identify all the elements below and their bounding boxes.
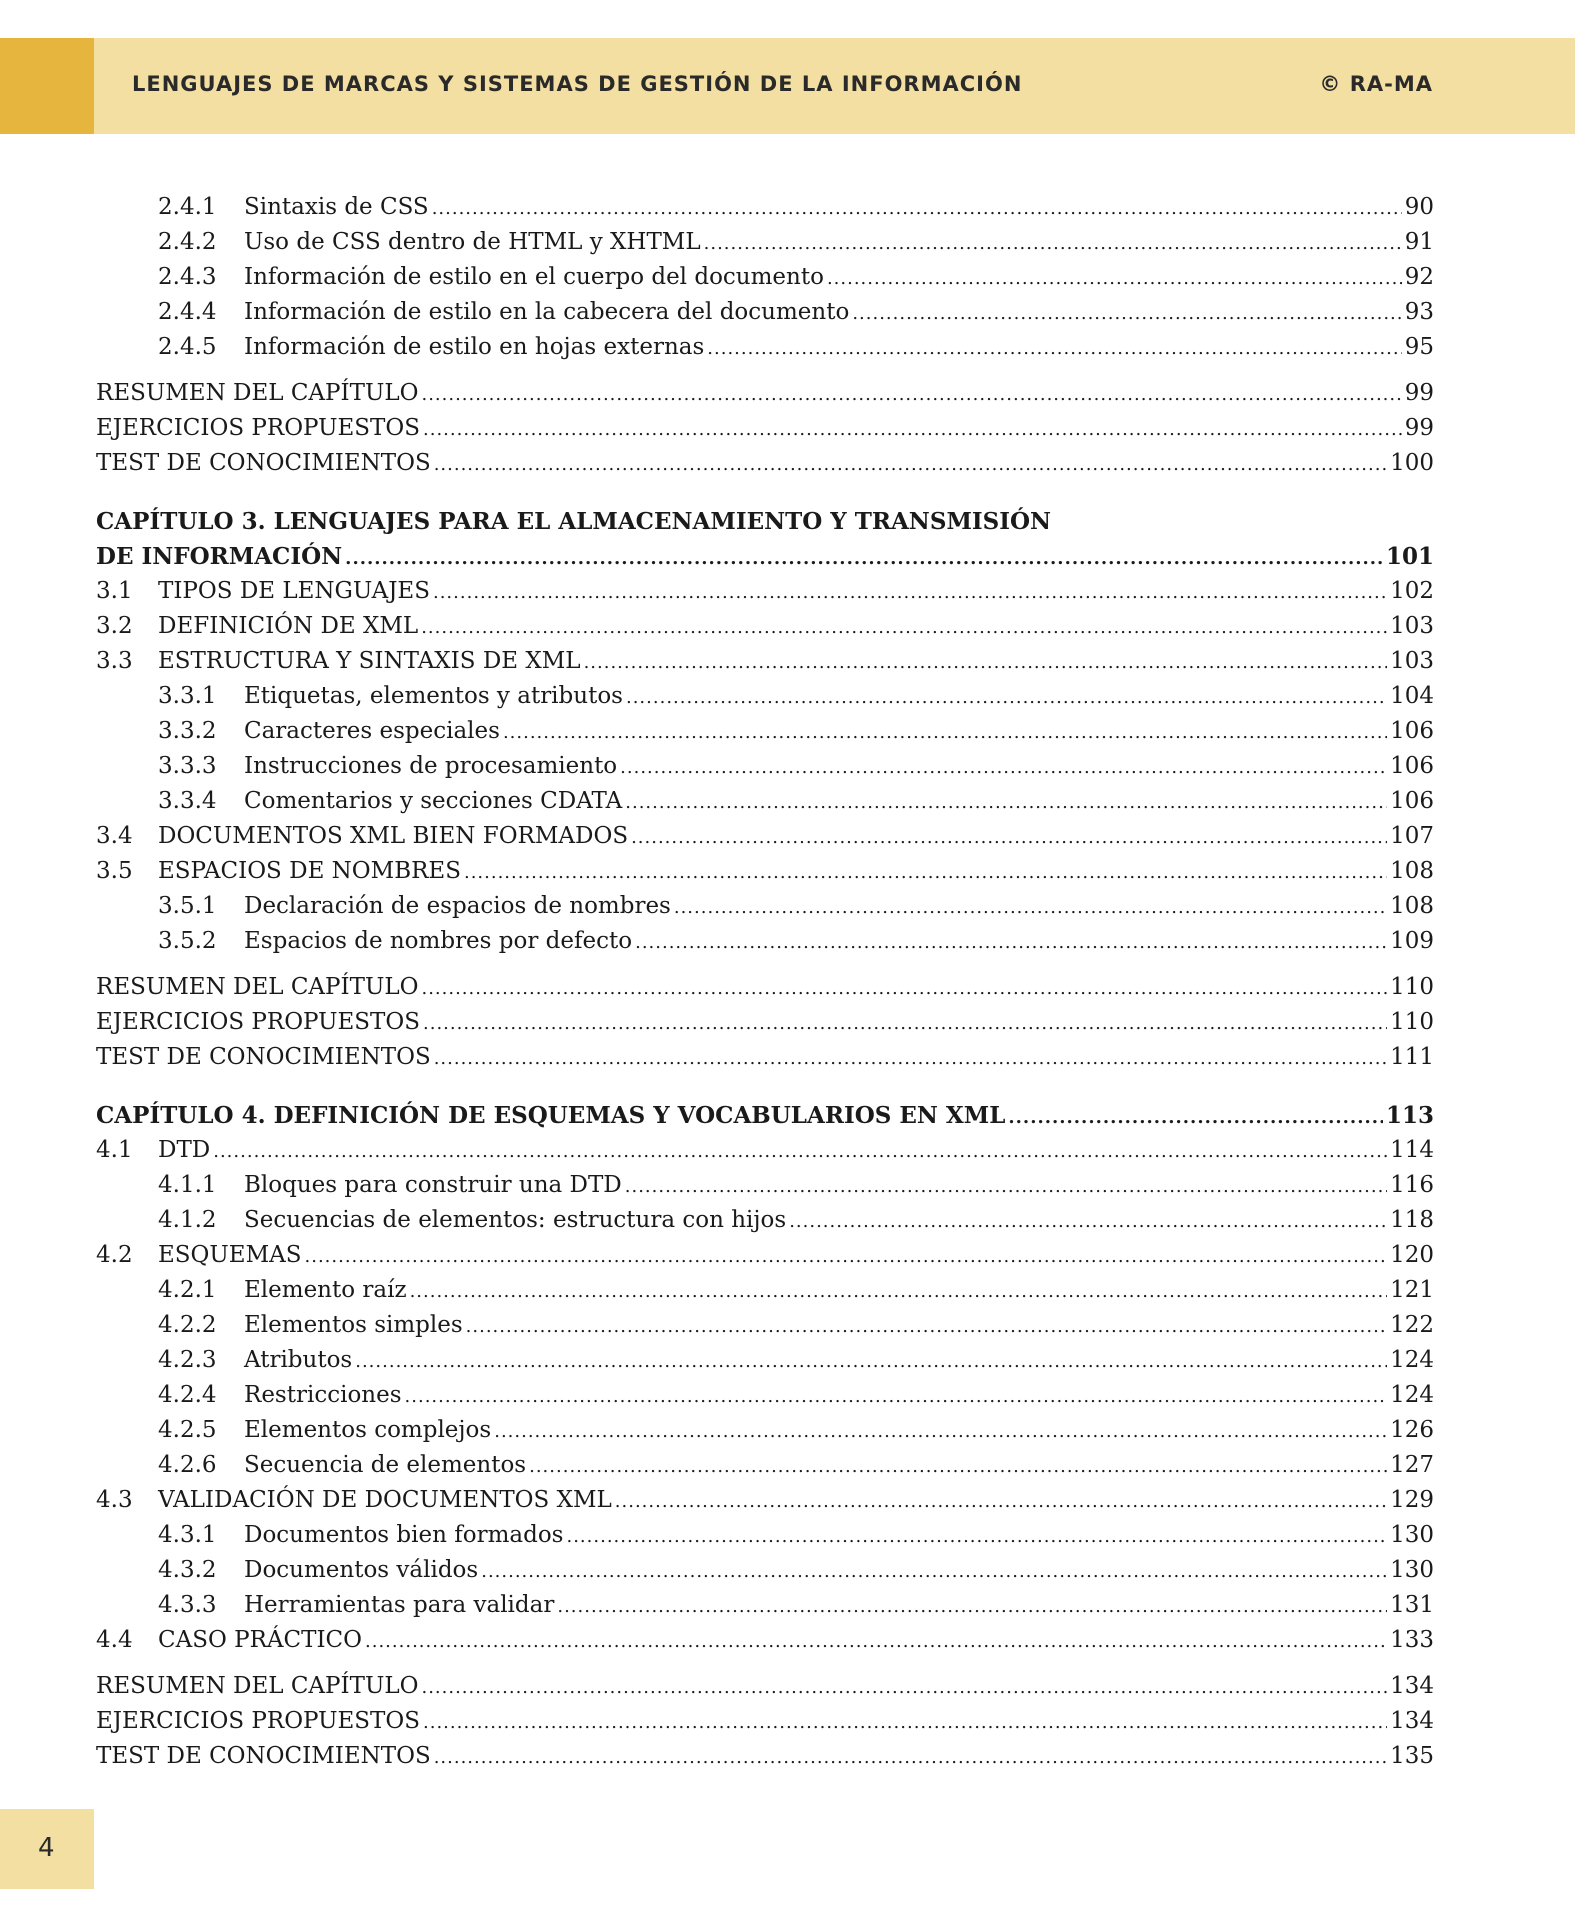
dot-leader bbox=[421, 376, 1401, 412]
toc-entry-title: Secuencias de elementos: estructura con hijos bbox=[244, 1207, 787, 1233]
toc-entry[interactable] bbox=[96, 225, 1434, 260]
toc-entry[interactable] bbox=[96, 1005, 1434, 1040]
toc-entry-title: Uso de CSS dentro de HTML y XHTML bbox=[244, 229, 701, 255]
toc-entry-title: EJERCICIOS PROPUESTOS bbox=[96, 415, 421, 441]
toc-entry-number: 4.1 bbox=[96, 1137, 133, 1163]
toc-entry-title: Elemento raíz bbox=[244, 1277, 407, 1303]
toc-entry[interactable] bbox=[96, 446, 1434, 481]
toc-entry-title: Sintaxis de CSS bbox=[244, 194, 429, 220]
toc-entry-number: 3.3.2 bbox=[158, 718, 217, 744]
toc-entry-title: ESPACIOS DE NOMBRES bbox=[158, 858, 461, 884]
dot-leader bbox=[620, 749, 1387, 785]
toc-entry[interactable] bbox=[96, 411, 1434, 446]
toc-entry-number: 3.5.1 bbox=[158, 893, 217, 919]
toc-entry-title: CASO PRÁCTICO bbox=[158, 1627, 363, 1653]
toc-entry-number: 4.3.3 bbox=[158, 1592, 217, 1618]
toc-entry-page: 103 bbox=[1390, 613, 1434, 639]
dot-leader bbox=[635, 924, 1387, 960]
toc-entry-page: 124 bbox=[1390, 1347, 1434, 1373]
dot-leader bbox=[631, 819, 1387, 855]
chapter-title-line[interactable]: CAPÍTULO 3. LENGUAJES PARA EL ALMACENAMIENTO Y TRANSMISIÓN bbox=[96, 508, 1052, 535]
dot-leader bbox=[423, 411, 1402, 447]
toc-entry-number: 3.1 bbox=[96, 578, 133, 604]
toc-entry-page: 106 bbox=[1390, 753, 1434, 779]
toc-entry-number: 4.2.6 bbox=[158, 1452, 217, 1478]
toc-entry-title: EJERCICIOS PROPUESTOS bbox=[96, 1009, 421, 1035]
dot-leader bbox=[789, 1203, 1387, 1239]
chapter-page: 113 bbox=[1385, 1102, 1434, 1129]
dot-leader bbox=[674, 889, 1387, 925]
toc-entry[interactable] bbox=[96, 609, 1434, 644]
dot-leader bbox=[213, 1133, 1387, 1169]
toc-entry-number: 3.3.1 bbox=[158, 683, 217, 709]
table-of-contents bbox=[96, 190, 1434, 1774]
toc-entry[interactable] bbox=[96, 1553, 1434, 1588]
dot-leader bbox=[1008, 1098, 1383, 1135]
toc-entry-title: Información de estilo en la cabecera del documento bbox=[244, 299, 850, 325]
toc-entry[interactable] bbox=[96, 749, 1434, 784]
chapter-page: 101 bbox=[1385, 543, 1434, 570]
toc-entry-number: 4.2.2 bbox=[158, 1312, 217, 1338]
toc-entry-number: 4.3.1 bbox=[158, 1522, 217, 1548]
toc-entry-number: 4.1.1 bbox=[158, 1172, 217, 1198]
toc-entry-page: 121 bbox=[1390, 1277, 1434, 1303]
toc-entry-page: 110 bbox=[1390, 974, 1434, 1000]
toc-entry[interactable] bbox=[96, 1669, 1434, 1704]
dot-leader bbox=[584, 644, 1388, 680]
toc-entry-title: Espacios de nombres por defecto bbox=[244, 928, 633, 954]
toc-entry-number: 4.3 bbox=[96, 1487, 133, 1513]
toc-entry-title: Documentos bien formados bbox=[244, 1522, 564, 1548]
toc-entry-page: 120 bbox=[1390, 1242, 1434, 1268]
toc-entry-title: Declaración de espacios de nombres bbox=[244, 893, 671, 919]
toc-entry-title: TEST DE CONOCIMIENTOS bbox=[96, 1044, 431, 1070]
dot-leader bbox=[827, 260, 1402, 296]
toc-entry-number: 4.2.4 bbox=[158, 1382, 217, 1408]
toc-entry-number: 4.1.2 bbox=[158, 1207, 217, 1233]
toc-entry-page: 124 bbox=[1390, 1382, 1434, 1408]
chapter-title-line: DE INFORMACIÓN bbox=[96, 543, 343, 570]
toc-entry-title: TEST DE CONOCIMIENTOS bbox=[96, 1743, 431, 1769]
dot-leader bbox=[481, 1553, 1387, 1589]
toc-entry-page: 99 bbox=[1404, 380, 1434, 406]
toc-entry[interactable] bbox=[96, 1448, 1434, 1483]
toc-entry-number: 3.4 bbox=[96, 823, 133, 849]
dot-leader bbox=[529, 1448, 1387, 1484]
toc-entry-page: 103 bbox=[1390, 648, 1434, 674]
toc-entry[interactable] bbox=[96, 376, 1434, 411]
toc-entry-page: 135 bbox=[1390, 1743, 1434, 1769]
toc-entry-page: 109 bbox=[1390, 928, 1434, 954]
toc-section-ch2-end bbox=[96, 376, 1434, 481]
toc-entry-page: 110 bbox=[1390, 1009, 1434, 1035]
toc-entry-page: 134 bbox=[1390, 1673, 1434, 1699]
toc-entry-page: 91 bbox=[1404, 229, 1434, 255]
toc-entry-page: 134 bbox=[1390, 1708, 1434, 1734]
toc-entry-page: 104 bbox=[1390, 683, 1434, 709]
toc-entry-title: RESUMEN DEL CAPÍTULO bbox=[96, 1673, 419, 1699]
toc-entry-number: 4.2 bbox=[96, 1242, 133, 1268]
toc-entry-number: 2.4.4 bbox=[158, 299, 217, 325]
dot-leader bbox=[494, 1413, 1387, 1449]
toc-entry[interactable] bbox=[96, 1308, 1434, 1343]
chapter-heading[interactable] bbox=[96, 1098, 1434, 1133]
dot-leader bbox=[305, 1238, 1388, 1274]
toc-entry-title: Documentos válidos bbox=[244, 1557, 479, 1583]
toc-entry-page: 100 bbox=[1390, 450, 1434, 476]
dot-leader bbox=[423, 1005, 1387, 1041]
toc-entry-number: 3.5 bbox=[96, 858, 133, 884]
toc-entry[interactable] bbox=[96, 889, 1434, 924]
toc-entry-number: 2.4.5 bbox=[158, 334, 217, 360]
toc-entry[interactable] bbox=[96, 784, 1434, 819]
toc-entry[interactable] bbox=[96, 260, 1434, 295]
dot-leader bbox=[625, 784, 1387, 820]
dot-leader bbox=[434, 446, 1387, 482]
toc-entry[interactable] bbox=[96, 819, 1434, 854]
toc-entry[interactable] bbox=[96, 1378, 1434, 1413]
toc-entry-title: Secuencia de elementos bbox=[244, 1452, 527, 1478]
toc-entry[interactable] bbox=[96, 1704, 1434, 1739]
page-number-tab bbox=[0, 1809, 94, 1889]
toc-entry-page: 111 bbox=[1390, 1044, 1434, 1070]
toc-entry[interactable] bbox=[96, 1518, 1434, 1553]
toc-entry-title: TEST DE CONOCIMIENTOS bbox=[96, 450, 431, 476]
toc-entry[interactable] bbox=[96, 679, 1434, 714]
toc-entry-title: DEFINICIÓN DE XML bbox=[158, 613, 419, 639]
dot-leader bbox=[365, 1623, 1387, 1659]
toc-entry-title: Atributos bbox=[244, 1347, 353, 1373]
toc-entry-title: DTD bbox=[158, 1137, 211, 1163]
toc-entry-title: Etiquetas, elementos y atributos bbox=[244, 683, 623, 709]
toc-entry-number: 4.3.2 bbox=[158, 1557, 217, 1583]
toc-entry-title: Bloques para construir una DTD bbox=[244, 1172, 622, 1198]
toc-entry[interactable] bbox=[96, 295, 1434, 330]
toc-entry-number: 3.3.3 bbox=[158, 753, 217, 779]
toc-entry-page: 93 bbox=[1404, 299, 1434, 325]
toc-chapter-3 bbox=[96, 504, 1434, 1075]
dot-leader bbox=[626, 679, 1387, 715]
dot-leader bbox=[421, 1669, 1387, 1705]
toc-entry-page: 116 bbox=[1390, 1172, 1434, 1198]
toc-entry-page: 131 bbox=[1390, 1592, 1434, 1618]
chapter-heading[interactable] bbox=[96, 539, 1434, 574]
toc-entry-number: 4.2.3 bbox=[158, 1347, 217, 1373]
dot-leader bbox=[434, 1739, 1387, 1775]
dot-leader bbox=[852, 295, 1401, 331]
chapter-title: CAPÍTULO 4. DEFINICIÓN DE ESQUEMAS Y VOCABULARIOS EN XML bbox=[96, 1102, 1006, 1129]
toc-entry[interactable] bbox=[96, 1413, 1434, 1448]
toc-entry-number: 4.4 bbox=[96, 1627, 133, 1653]
dot-leader bbox=[503, 714, 1387, 750]
header-color-tab bbox=[0, 38, 94, 134]
dot-leader bbox=[355, 1343, 1387, 1379]
running-header bbox=[0, 38, 1575, 134]
toc-entry[interactable] bbox=[96, 1203, 1434, 1238]
toc-entry-title: TIPOS DE LENGUAJES bbox=[158, 578, 430, 604]
toc-entry-page: 107 bbox=[1390, 823, 1434, 849]
toc-entry-title: Elementos simples bbox=[244, 1312, 463, 1338]
toc-entry-page: 95 bbox=[1404, 334, 1434, 360]
toc-entry-title: RESUMEN DEL CAPÍTULO bbox=[96, 974, 419, 1000]
dot-leader bbox=[625, 1168, 1387, 1204]
book-title: LENGUAJES DE MARCAS Y SISTEMAS DE GESTIÓN DE LA INFORMACIÓN bbox=[132, 72, 1023, 96]
toc-entry-page: 90 bbox=[1404, 194, 1434, 220]
toc-entry-number: 3.5.2 bbox=[158, 928, 217, 954]
toc-entry-title: Elementos complejos bbox=[244, 1417, 492, 1443]
toc-entry-title: Información de estilo en el cuerpo del documento bbox=[244, 264, 824, 290]
toc-entry-title: Restricciones bbox=[244, 1382, 402, 1408]
toc-entry[interactable] bbox=[96, 1739, 1434, 1774]
dot-leader bbox=[405, 1378, 1388, 1414]
toc-entry-page: 122 bbox=[1390, 1312, 1434, 1338]
page-number: 4 bbox=[38, 1833, 55, 1863]
toc-entry-page: 106 bbox=[1390, 718, 1434, 744]
dot-leader bbox=[707, 330, 1401, 366]
toc-entry[interactable] bbox=[96, 1133, 1434, 1168]
dot-leader bbox=[433, 574, 1387, 610]
toc-entry-title: Herramientas para validar bbox=[244, 1592, 555, 1618]
dot-leader bbox=[434, 1040, 1387, 1076]
toc-entry-page: 108 bbox=[1390, 858, 1434, 884]
toc-entry-number: 3.3.4 bbox=[158, 788, 217, 814]
toc-entry[interactable] bbox=[96, 190, 1434, 225]
toc-entry[interactable] bbox=[96, 644, 1434, 679]
toc-entry-page: 127 bbox=[1390, 1452, 1434, 1478]
toc-entry-number: 3.2 bbox=[96, 613, 133, 639]
toc-entry-number: 2.4.1 bbox=[158, 194, 217, 220]
toc-entry-number: 2.4.2 bbox=[158, 229, 217, 255]
toc-entry-number: 4.2.1 bbox=[158, 1277, 217, 1303]
toc-entry-page: 129 bbox=[1390, 1487, 1434, 1513]
toc-entry-number: 4.2.5 bbox=[158, 1417, 217, 1443]
toc-entry[interactable] bbox=[96, 1623, 1434, 1658]
toc-entry-page: 126 bbox=[1390, 1417, 1434, 1443]
toc-entry-page: 133 bbox=[1390, 1627, 1434, 1653]
toc-entry-title: ESQUEMAS bbox=[158, 1242, 302, 1268]
toc-entry-title: Caracteres especiales bbox=[244, 718, 500, 744]
dot-leader bbox=[410, 1273, 1388, 1309]
toc-entry[interactable] bbox=[96, 1273, 1434, 1308]
toc-entry-page: 108 bbox=[1390, 893, 1434, 919]
toc-entry-title: Información de estilo en hojas externas bbox=[244, 334, 705, 360]
toc-entry-title: Comentarios y secciones CDATA bbox=[244, 788, 623, 814]
dot-leader bbox=[466, 1308, 1387, 1344]
toc-entry-page: 102 bbox=[1390, 578, 1434, 604]
publisher-label: © RA-MA bbox=[1319, 72, 1433, 96]
toc-entry[interactable] bbox=[96, 1343, 1434, 1378]
toc-entry[interactable] bbox=[96, 924, 1434, 959]
toc-chapter-4 bbox=[96, 1098, 1434, 1774]
toc-section-ch2-tail bbox=[96, 190, 1434, 365]
toc-entry-title: Instrucciones de procesamiento bbox=[244, 753, 618, 779]
dot-leader bbox=[464, 854, 1387, 890]
toc-entry[interactable] bbox=[96, 574, 1434, 609]
toc-entry[interactable] bbox=[96, 970, 1434, 1005]
toc-entry-page: 106 bbox=[1390, 788, 1434, 814]
dot-leader bbox=[432, 190, 1402, 226]
toc-entry[interactable] bbox=[96, 1588, 1434, 1623]
toc-entry-page: 130 bbox=[1390, 1522, 1434, 1548]
dot-leader bbox=[345, 539, 1383, 576]
dot-leader bbox=[615, 1483, 1387, 1519]
toc-entry-page: 118 bbox=[1390, 1207, 1434, 1233]
toc-entry[interactable] bbox=[96, 1040, 1434, 1075]
toc-entry[interactable] bbox=[96, 330, 1434, 365]
toc-entry-title: RESUMEN DEL CAPÍTULO bbox=[96, 380, 419, 406]
toc-entry-number: 2.4.3 bbox=[158, 264, 217, 290]
toc-entry-number: 3.3 bbox=[96, 648, 133, 674]
dot-leader bbox=[423, 1704, 1387, 1740]
toc-entry[interactable] bbox=[96, 714, 1434, 749]
toc-entry[interactable] bbox=[96, 854, 1434, 889]
dot-leader bbox=[566, 1518, 1387, 1554]
toc-entry-page: 99 bbox=[1404, 415, 1434, 441]
toc-entry-title: VALIDACIÓN DE DOCUMENTOS XML bbox=[158, 1487, 612, 1513]
toc-entry-page: 114 bbox=[1390, 1137, 1434, 1163]
toc-entry-page: 130 bbox=[1390, 1557, 1434, 1583]
toc-entry[interactable] bbox=[96, 1238, 1434, 1273]
dot-leader bbox=[421, 609, 1387, 645]
dot-leader bbox=[704, 225, 1402, 261]
toc-entry-title: DOCUMENTOS XML BIEN FORMADOS bbox=[158, 823, 629, 849]
dot-leader bbox=[557, 1588, 1387, 1624]
toc-entry-title: EJERCICIOS PROPUESTOS bbox=[96, 1708, 421, 1734]
toc-entry[interactable] bbox=[96, 1483, 1434, 1518]
toc-entry-title: ESTRUCTURA Y SINTAXIS DE XML bbox=[158, 648, 581, 674]
toc-entry-page: 92 bbox=[1404, 264, 1434, 290]
dot-leader bbox=[421, 970, 1387, 1006]
toc-entry[interactable] bbox=[96, 1168, 1434, 1203]
